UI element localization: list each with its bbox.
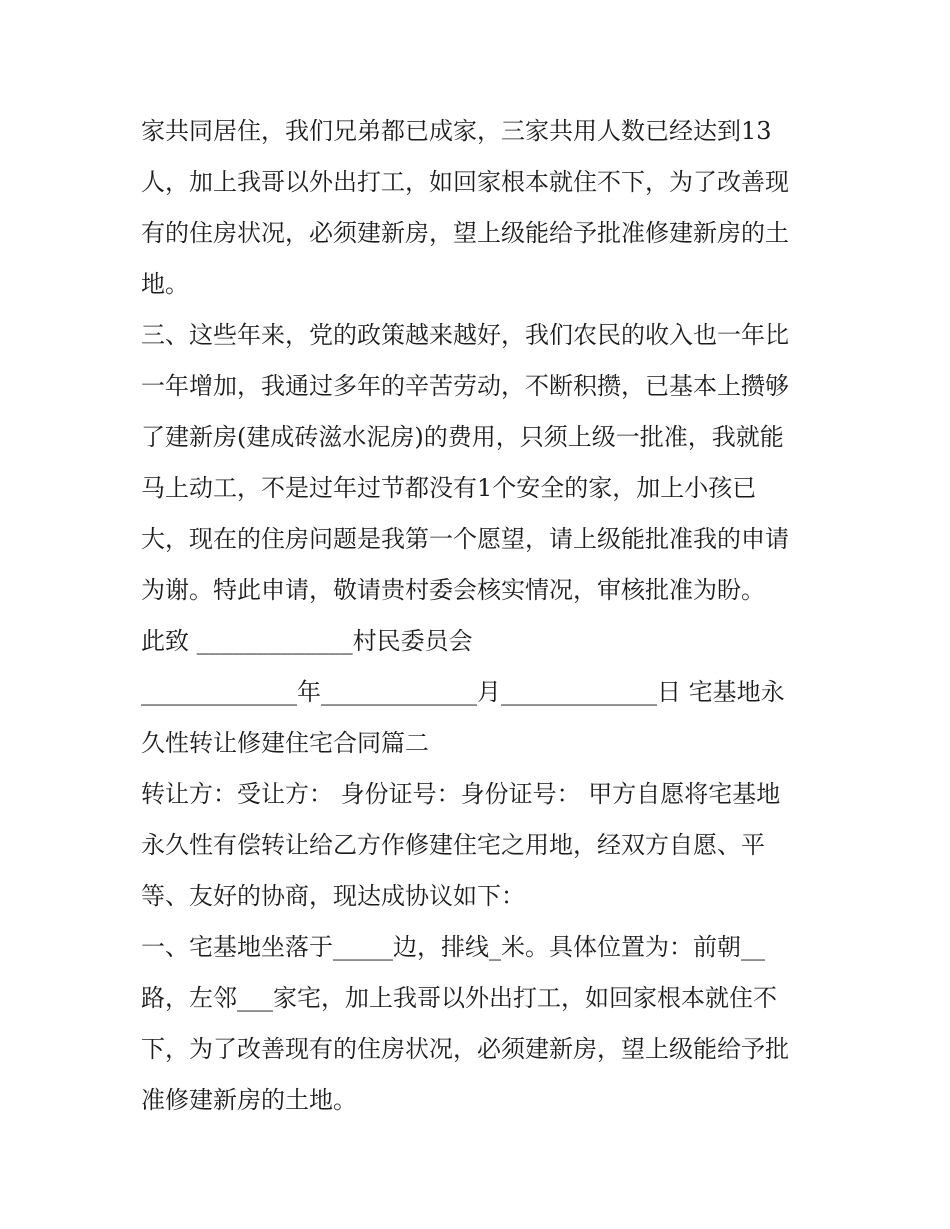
text-line: 了建新房(建成砖滋水泥房)的费用，只须上级一批准，我就能 bbox=[141, 423, 784, 451]
text-line: 大，现在的住房问题是我第一个愿望，请上级能批准我的申请 bbox=[141, 525, 789, 553]
text-line: 一年增加，我通过多年的辛苦劳动，不断积攒，已基本上攒够 bbox=[141, 372, 789, 400]
text-line: 马上动工，不是过年过节都没有1个安全的家，加上小孩已 bbox=[141, 474, 757, 502]
date-line: _____________年_____________月_____________日 宅基地永 bbox=[141, 678, 785, 706]
section-title-line: 久性转让修建住宅合同篇二 bbox=[141, 729, 429, 757]
text-line: 三、这些年来，党的政策越来越好，我们农民的收入也一年比 bbox=[141, 321, 789, 349]
text-line: 地。 bbox=[141, 270, 189, 298]
text-line: 准修建新房的土地。 bbox=[141, 1086, 357, 1114]
text-line: 一、宅基地坐落于_____边，排线_米。具体位置为：前朝__ bbox=[141, 933, 765, 961]
text-line: 家共同居住，我们兄弟都已成家，三家共用人数已经达到13 bbox=[141, 117, 772, 145]
text-line: 等、友好的协商，现达成协议如下： bbox=[141, 882, 525, 910]
document-body bbox=[141, 106, 821, 1126]
text-line: 路，左邻___家宅，加上我哥以外出打工，如回家根本就住不 bbox=[141, 984, 777, 1012]
text-line: 人，加上我哥以外出打工，如回家根本就住不下，为了改善现 bbox=[141, 168, 789, 196]
salutation-line: 此致 _____________村民委员会 bbox=[141, 627, 473, 655]
text-line: 有的住房状况，必须建新房，望上级能给予批准修建新房的土 bbox=[141, 219, 789, 247]
text-line: 永久性有偿转让给乙方作修建住宅之用地，经双方自愿、平 bbox=[141, 831, 765, 859]
text-line: 下，为了改善现有的住房状况，必须建新房，望上级能给予批 bbox=[141, 1035, 789, 1063]
text-line: 转让方：受让方： 身份证号：身份证号： 甲方自愿将宅基地 bbox=[141, 780, 781, 808]
text-line: 为谢。特此申请，敬请贵村委会核实情况，审核批准为盼。 bbox=[141, 576, 765, 604]
